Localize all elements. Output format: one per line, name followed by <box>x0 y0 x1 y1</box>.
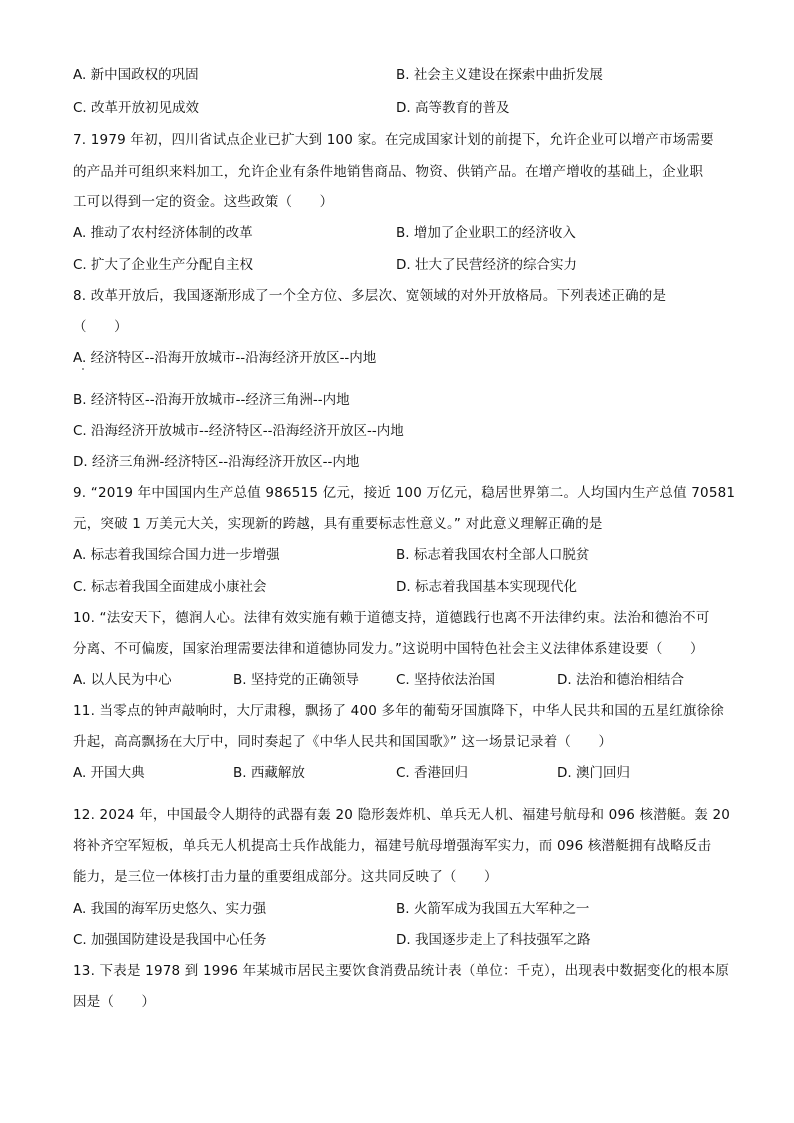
q6-option-a[interactable]: A. 新中国政权的巩固 <box>73 67 199 83</box>
q10-option-c[interactable]: C. 坚持依法治国 <box>396 672 496 688</box>
q7-option-d[interactable]: D. 壮大了民营经济的综合实力 <box>396 257 577 273</box>
q10-stem-line-2: 分离、不可偏废，国家治理需要法律和道德协同发力。”这说明中国特色社会主义法律体系建设要（ ） <box>73 641 704 657</box>
q9-option-c[interactable]: C. 标志着我国全面建成小康社会 <box>73 579 267 595</box>
q10-option-a[interactable]: A. 以人民为中心 <box>73 672 172 688</box>
q13-stem-line-2: 因是（ ） <box>73 994 156 1010</box>
q10-stem-line-1: 10. “法安天下，德润人心。法律有效实施有赖于道德支持，道德践行也离不开法律约束。法治和德治不可 <box>73 610 710 626</box>
q11-option-b[interactable]: B. 西藏解放 <box>233 765 305 781</box>
q6-option-c[interactable]: C. 改革开放初见成效 <box>73 100 200 116</box>
q10-option-d[interactable]: D. 法治和德治相结合 <box>557 672 684 688</box>
q8-stem-line-2: （ ） <box>73 319 128 335</box>
q8-option-d[interactable]: D. 经济三角洲-经济特区--沿海经济开放区--内地 <box>73 454 360 470</box>
q9-stem-line-1: 9. “2019 年中国国内生产总值 986515 亿元，接近 100 万亿元，稳居世界第二。人均国内生产总值 70581 <box>73 485 736 501</box>
q7-option-b[interactable]: B. 增加了企业职工的经济收入 <box>396 225 576 241</box>
q7-stem-line-1: 7. 1979 年初，四川省试点企业已扩大到 100 家。在完成国家计划的前提下，允许企业可以增产市场需要 <box>73 132 714 148</box>
q8-stem-line-1: 8. 改革开放后，我国逐渐形成了一个全方位、多层次、宽领域的对外开放格局。下列表述正确的是 <box>73 288 667 304</box>
q12-option-c[interactable]: C. 加强国防建设是我国中心任务 <box>73 932 267 948</box>
stray-dot <box>82 368 84 370</box>
q10-option-b[interactable]: B. 坚持党的正确领导 <box>233 672 359 688</box>
q7-stem-line-3: 工可以得到一定的资金。这些政策（ ） <box>73 194 334 210</box>
q11-stem-line-2: 升起，高高飘扬在大厅中，同时奏起了《中华人民共和国国歌》” 这一场景记录着（ ） <box>73 734 613 750</box>
q13-stem-line-1: 13. 下表是 1978 到 1996 年某城市居民主要饮食消费品统计表（单位：千克），出现表中数据变化的根本原 <box>73 963 730 979</box>
q9-stem-line-2: 元，突破 1 万美元大关，实现新的跨越，具有重要标志性意义。” 对此意义理解正确的是 <box>73 516 603 532</box>
q7-option-a[interactable]: A. 推动了农村经济体制的改革 <box>73 225 253 241</box>
q12-stem-line-2: 将补齐空军短板，单兵无人机提高士兵作战能力，福建号航母增强海军实力，而 096 核潜艇拥有战略反击 <box>73 838 712 854</box>
q8-option-b[interactable]: B. 经济特区--沿海开放城市--经济三角洲--内地 <box>73 392 350 408</box>
q8-option-a[interactable]: A. 经济特区--沿海开放城市--沿海经济开放区--内地 <box>73 350 377 366</box>
q12-option-a[interactable]: A. 我国的海军历史悠久、实力强 <box>73 901 267 917</box>
q11-option-a[interactable]: A. 开国大典 <box>73 765 145 781</box>
q7-option-c[interactable]: C. 扩大了企业生产分配自主权 <box>73 257 254 273</box>
q7-stem-line-2: 的产品并可组织来料加工，允许企业有条件地销售商品、物资、供销产品。在增产增收的基础上，企业职 <box>73 164 704 180</box>
q6-option-d[interactable]: D. 高等教育的普及 <box>396 100 510 116</box>
q9-option-d[interactable]: D. 标志着我国基本实现现代化 <box>396 579 577 595</box>
q6-option-b[interactable]: B. 社会主义建设在探索中曲折发展 <box>396 67 603 83</box>
q9-option-b[interactable]: B. 标志着我国农村全部人口脱贫 <box>396 547 590 563</box>
q12-option-b[interactable]: B. 火箭军成为我国五大军种之一 <box>396 901 590 917</box>
q8-option-c[interactable]: C. 沿海经济开放城市--经济特区--沿海经济开放区--内地 <box>73 423 404 439</box>
q12-option-d[interactable]: D. 我国逐步走上了科技强军之路 <box>396 932 591 948</box>
q11-stem-line-1: 11. 当零点的钟声敲响时，大厅肃穆，飘扬了 400 多年的葡萄牙国旗降下，中华人民共和国的五星红旗徐徐 <box>73 703 725 719</box>
q12-stem-line-3: 能力，是三位一体核打击力量的重要组成部分。这共同反映了（ ） <box>73 869 498 885</box>
q11-option-c[interactable]: C. 香港回归 <box>396 765 469 781</box>
q11-option-d[interactable]: D. 澳门回归 <box>557 765 630 781</box>
q9-option-a[interactable]: A. 标志着我国综合国力进一步增强 <box>73 547 280 563</box>
q12-stem-line-1: 12. 2024 年，中国最令人期待的武器有轰 20 隐形轰炸机、单兵无人机、福建号航母和 096 核潜艇。轰 20 <box>73 807 731 823</box>
